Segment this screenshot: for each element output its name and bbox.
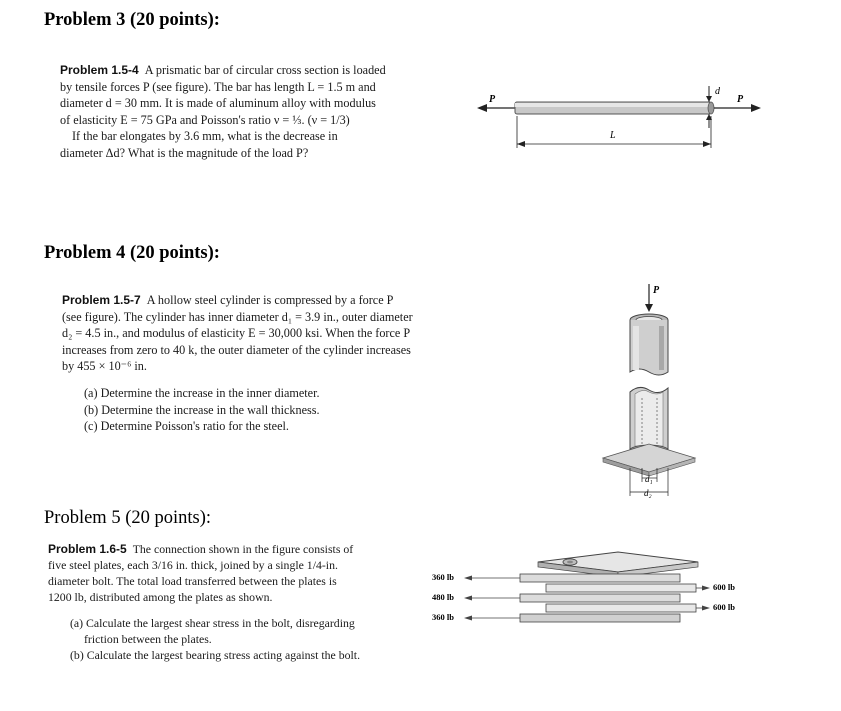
base-plate [603,444,695,472]
problem-5-line: diameter bolt. The total load transferred between the plates is [48,574,337,588]
problem-3-line: by tensile forces P (see figure). The bar has length L = 1.5 m and [60,79,376,94]
problem-5-part: friction between the plates. [84,632,212,646]
left-load-label: 480 lb [432,592,454,602]
right-load-label: 600 lb [713,602,735,612]
cylinder-load-label: P [653,285,660,296]
problem-5-line: 1200 lb, distributed among the plates as shown. [48,590,273,604]
problem-3-text [60,62,460,162]
right-load-arrow-icon [751,104,761,112]
problem-3-line: of elasticity E = 75 GPa and Poisson's ratio ν = ⅓. (ν = 1/3) [60,112,350,127]
left-load-arrow-icon [477,104,487,112]
problem-4-text [62,292,502,435]
problem-4-number: Problem 1.5-7 [62,293,141,307]
problem-4-line: by 455 × 10⁻⁶ in. [62,359,147,374]
problem-4-heading: Problem 4 (20 points): [44,243,220,263]
problem-5-part: (a) Calculate the largest shear stress in the bolt, disregarding [70,616,355,630]
hollow-cylinder-figure [595,280,705,510]
problem-4-line: d₂ = 4.5 in., and modulus of elasticity E = 30,000 ksi. When the force P [62,326,411,341]
right-load-arrow-icon [702,606,710,611]
right-load-arrow-icon [702,586,710,591]
diameter-label: d [715,86,720,97]
left-load-arrow-icon [464,576,472,581]
outer-diameter-label: d₂ [644,488,652,498]
problem-3-line: A prismatic bar of circular cross section is loaded [144,63,386,77]
load-left-label: P [489,94,496,105]
problem-3-line: diameter Δd? What is the magnitude of the load P? [60,145,309,160]
load-right-label: P [737,94,744,105]
right-load-label: 600 lb [713,582,735,592]
problem-3-line: diameter d = 30 mm. It is made of aluminum alloy with modulus [60,96,376,111]
prismatic-bar-figure [475,72,765,162]
problem-5-heading: Problem 5 (20 points): [44,508,212,528]
problem-5-text [48,541,428,663]
bolted-plates-figure [428,548,748,628]
problem-4-line: (see figure). The cylinder has inner diameter d₁ = 3.9 in., outer diameter [62,309,413,324]
compression-load-arrow-icon [645,304,653,312]
problem-5-line: five steel plates, each 3/16 in. thick, joined by a single 1/4-in. [48,558,338,572]
problem-4-part: (a) Determine the increase in the inner diameter. [84,385,320,400]
left-load-label: 360 lb [432,612,454,622]
problem-3-heading: Problem 3 (20 points): [44,10,220,30]
problem-5-part: (b) Calculate the largest bearing stress acting against the bolt. [70,648,361,662]
problem-3-line: If the bar elongates by 3.6 mm, what is the decrease in [72,129,338,144]
problem-4-part: (c) Determine Poisson's ratio for the steel. [84,419,289,434]
left-load-arrow-icon [464,596,472,601]
inner-diameter-label: d₁ [645,474,653,484]
problem-4-line: increases from zero to 40 k, the outer diameter of the cylinder increases [62,342,411,357]
problem-5-line: The connection shown in the figure consists of [132,542,354,556]
problem-5-number: Problem 1.6-5 [48,542,127,556]
length-label: L [610,130,616,141]
left-load-label: 360 lb [432,572,454,582]
problem-4-part: (b) Determine the increase in the wall thickness. [84,402,320,417]
problem-4-line: A hollow steel cylinder is compressed by a force P [146,293,394,307]
left-load-arrow-icon [464,616,472,621]
problem-3-number: Problem 1.5-4 [60,63,139,77]
